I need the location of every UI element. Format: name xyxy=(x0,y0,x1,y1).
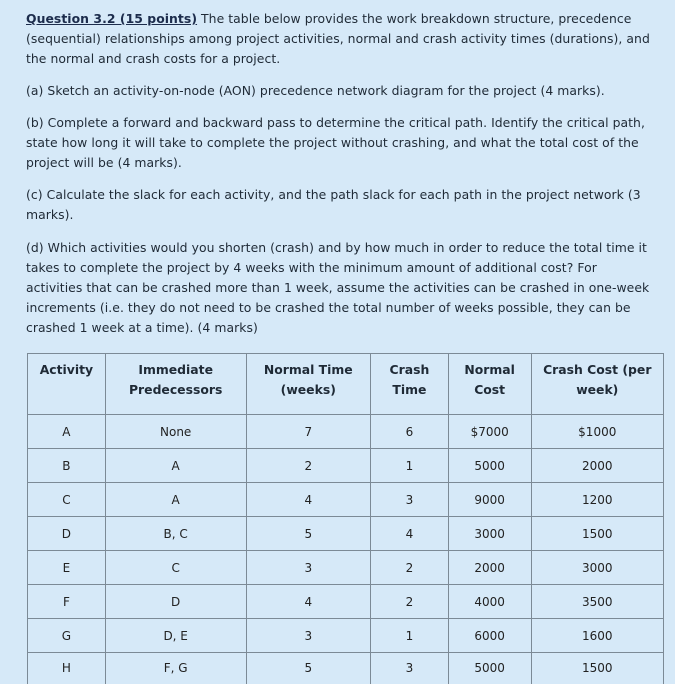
cell-predecessors: C xyxy=(105,551,246,585)
cell-normal-time: 4 xyxy=(246,585,371,619)
header-crash-cost: Crash Cost (per week) xyxy=(531,354,663,415)
cell-activity: A xyxy=(28,415,106,449)
cell-activity: B xyxy=(28,449,106,483)
cell-predecessors: D, E xyxy=(105,619,246,653)
cell-normal-cost: 2000 xyxy=(448,551,531,585)
cell-crash-cost: $1000 xyxy=(531,415,663,449)
cell-predecessors: B, C xyxy=(105,517,246,551)
cell-normal-time: 5 xyxy=(246,517,371,551)
header-normal-time: Normal Time (weeks) xyxy=(246,354,371,415)
table-row xyxy=(28,449,664,483)
cell-activity: D xyxy=(28,517,106,551)
header-predecessors: Immediate Predecessors xyxy=(105,354,246,415)
cell-normal-cost: $7000 xyxy=(448,415,531,449)
cell-activity: C xyxy=(28,483,106,517)
cell-normal-time: 2 xyxy=(246,449,371,483)
table-header-row xyxy=(28,354,664,415)
cell-predecessors: F, G xyxy=(105,653,246,684)
cell-normal-time: 5 xyxy=(246,653,371,684)
cell-normal-time: 3 xyxy=(246,551,371,585)
cell-crash-time: 2 xyxy=(371,551,449,585)
table-row xyxy=(28,483,664,517)
cell-activity: H xyxy=(28,653,106,684)
table-row xyxy=(28,551,664,585)
cell-activity: G xyxy=(28,619,106,653)
header-crash-time: Crash Time xyxy=(371,354,449,415)
question-intro: The table below provides the work breakdown structure, precedence (sequential) relationships among project activities, normal and crash activity times (durations), and the normal and crash costs for a project. xyxy=(26,11,650,66)
cell-predecessors: None xyxy=(105,415,246,449)
question-intro-paragraph xyxy=(26,9,656,69)
cell-predecessors: A xyxy=(105,449,246,483)
table-row xyxy=(28,653,664,684)
header-normal-cost: Normal Cost xyxy=(448,354,531,415)
cell-predecessors: A xyxy=(105,483,246,517)
cell-crash-time: 3 xyxy=(371,653,449,684)
cell-normal-cost: 5000 xyxy=(448,653,531,684)
cell-crash-cost: 2000 xyxy=(531,449,663,483)
cell-crash-cost: 1600 xyxy=(531,619,663,653)
cell-activity: F xyxy=(28,585,106,619)
cell-crash-time: 1 xyxy=(371,449,449,483)
cell-crash-time: 3 xyxy=(371,483,449,517)
part-c: (c) Calculate the slack for each activity, and the path slack for each path in the project network (3 marks). xyxy=(26,187,641,222)
part-b: (b) Complete a forward and backward pass to determine the critical path. Identify the critical path, state how long it will take to complete the project without crashing, and what the total cost of the project will be (4 marks). xyxy=(26,115,645,170)
cell-crash-cost: 3500 xyxy=(531,585,663,619)
cell-normal-cost: 9000 xyxy=(448,483,531,517)
cell-crash-time: 4 xyxy=(371,517,449,551)
table-row xyxy=(28,585,664,619)
cell-normal-time: 3 xyxy=(246,619,371,653)
question-label: Question 3.2 (15 points) xyxy=(26,11,198,26)
cell-crash-cost: 1200 xyxy=(531,483,663,517)
table-row xyxy=(28,517,664,551)
cell-normal-time: 7 xyxy=(246,415,371,449)
part-d: (d) Which activities would you shorten (crash) and by how much in order to reduce the total time it takes to complete the project by 4 weeks with the minimum amount of additional cost? For activities that can be crashed more than 1 week, assume the activities can be crashed in one-week increments (i.e. they do not need to be crashed the total number of weeks possible, they can be crashed 1 week at a time). (4 marks) xyxy=(26,240,650,335)
cell-activity: E xyxy=(28,551,106,585)
cell-crash-time: 6 xyxy=(371,415,449,449)
cell-crash-cost: 1500 xyxy=(531,653,663,684)
cell-normal-cost: 4000 xyxy=(448,585,531,619)
table-row xyxy=(28,619,664,653)
cell-crash-cost: 1500 xyxy=(531,517,663,551)
cell-crash-time: 1 xyxy=(371,619,449,653)
cell-normal-cost: 3000 xyxy=(448,517,531,551)
cell-normal-cost: 6000 xyxy=(448,619,531,653)
cell-crash-time: 2 xyxy=(371,585,449,619)
part-a: (a) Sketch an activity-on-node (AON) precedence network diagram for the project (4 marks). xyxy=(26,83,605,98)
question-text xyxy=(26,9,656,338)
header-activity: Activity xyxy=(28,354,106,415)
cell-normal-cost: 5000 xyxy=(448,449,531,483)
table-row xyxy=(28,415,664,449)
cell-normal-time: 4 xyxy=(246,483,371,517)
cell-crash-cost: 3000 xyxy=(531,551,663,585)
cell-predecessors: D xyxy=(105,585,246,619)
project-activity-table xyxy=(27,353,664,684)
